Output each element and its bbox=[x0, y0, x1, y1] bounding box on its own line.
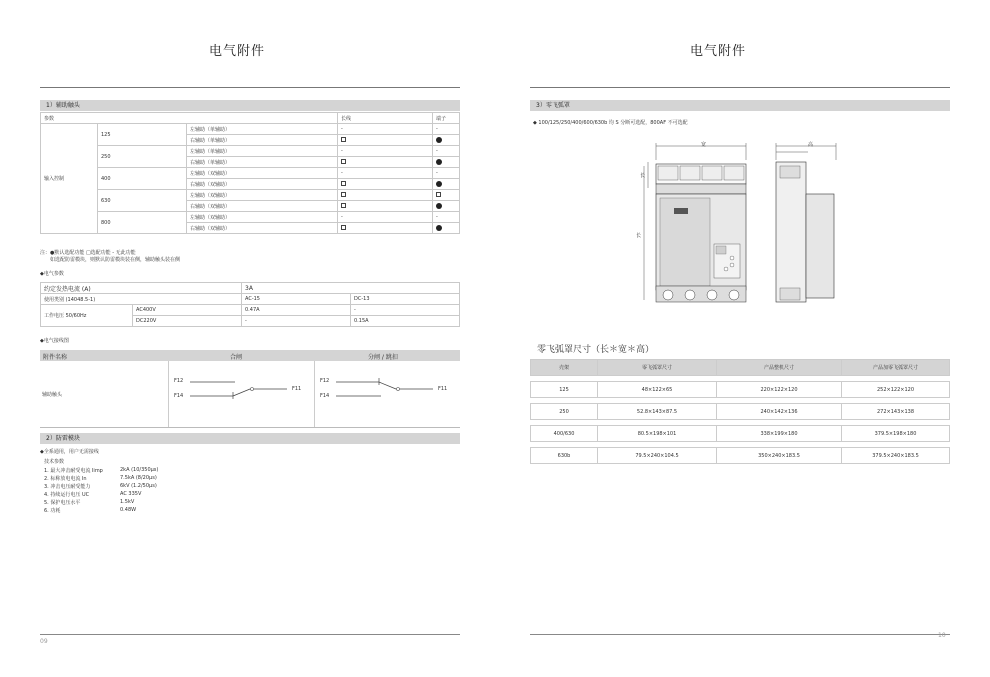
tech-param-key: 3. 冲击电压耐受能力 bbox=[44, 484, 91, 490]
tech-param-value: 0.48W bbox=[120, 507, 137, 513]
aux-size: 250 bbox=[98, 146, 187, 168]
aux-long-cell: - bbox=[337, 168, 432, 179]
aux-header-term: 端子 bbox=[432, 113, 459, 124]
arc-cell: 125 bbox=[531, 382, 598, 398]
aux-note-lightning: 如选配防雷模块，则默认防雷模块装在侧，辅助触头装在侧 bbox=[50, 257, 181, 263]
optional-box-icon bbox=[341, 137, 346, 142]
aux-item: 左辅助（双辅助） bbox=[187, 190, 338, 201]
arc-cell: 240×142×136 bbox=[717, 404, 842, 420]
utilization-dc: DC-13 bbox=[351, 294, 460, 305]
aux-long-cell: - bbox=[337, 124, 432, 135]
aux-term-cell bbox=[432, 179, 459, 190]
tech-param-key: 1. 最大冲击耐受电流 Iimp bbox=[44, 468, 103, 474]
aux-term-cell bbox=[432, 190, 459, 201]
rated-current-label: 约定发热电流 (A) bbox=[41, 283, 242, 294]
arc-cell: 379.5×240×183.5 bbox=[842, 448, 950, 464]
aux-item: 右辅助（单辅助） bbox=[187, 135, 338, 146]
dim-height-label: 高 bbox=[808, 142, 814, 148]
aux-item: 右辅助（双辅助） bbox=[187, 179, 338, 190]
aux-long-cell: - bbox=[337, 146, 432, 157]
tech-param-value: 2kA (10/350μs) bbox=[120, 467, 159, 473]
left-page-number: 09 bbox=[40, 638, 48, 645]
aux-item: 左辅助（双辅助） bbox=[187, 212, 338, 223]
left-page-title: 电气附件 bbox=[209, 44, 266, 59]
wiring-header bbox=[40, 350, 460, 361]
left-header-rule bbox=[40, 87, 460, 88]
elec-param-heading: ◆电气参数 bbox=[40, 271, 64, 277]
aux-row bbox=[41, 146, 460, 157]
voltage-ac400-dc: - bbox=[351, 305, 460, 316]
tech-param-value: 7.5kA (8/20μs) bbox=[120, 475, 157, 481]
breaker-side-drawing bbox=[772, 138, 842, 310]
aux-contact-table bbox=[40, 112, 460, 234]
optional-box-icon bbox=[436, 192, 441, 197]
arc-cell: 272×143×138 bbox=[842, 404, 950, 420]
tech-param-value: AC 335V bbox=[120, 491, 142, 497]
arc-cover-bullet: ◆ 100/125/250/400/600/630b 均 S 分断可选配，800AF 不可选配 bbox=[533, 120, 688, 126]
wiring-divider-2 bbox=[314, 361, 315, 427]
aux-row bbox=[41, 168, 460, 179]
section-arc-cover: 3）零飞弧罩 bbox=[530, 100, 950, 111]
arc-cell: 48×122×65 bbox=[598, 382, 717, 398]
optional-box-icon bbox=[341, 192, 346, 197]
arc-cell: 79.5×240×104.5 bbox=[598, 448, 717, 464]
arc-row bbox=[531, 426, 950, 442]
close-f14-label: F14 bbox=[174, 393, 184, 399]
default-dot-icon bbox=[436, 159, 442, 165]
wiring-heading: ◆电气接线图 bbox=[40, 338, 69, 344]
utilization-ac: AC-15 bbox=[242, 294, 351, 305]
dim-length-label: 长 bbox=[636, 233, 642, 239]
tech-param-value: 1.5kV bbox=[120, 499, 135, 505]
wiring-col-open: 分闸 / 跳扣 bbox=[368, 354, 398, 361]
aux-long-cell bbox=[337, 157, 432, 168]
dim-short-label: 长 bbox=[640, 173, 646, 179]
aux-size: 400 bbox=[98, 168, 187, 190]
arc-cell: 250 bbox=[531, 404, 598, 420]
tech-param-title: 技术参数 bbox=[44, 459, 65, 465]
arc-row bbox=[531, 448, 950, 464]
tech-param-key: 2. 标称放电电流 In bbox=[44, 476, 87, 482]
default-dot-icon bbox=[436, 137, 442, 143]
rated-current-value: 3A bbox=[242, 283, 460, 294]
open-f11-label: F11 bbox=[438, 386, 448, 392]
arc-row bbox=[531, 382, 950, 398]
right-page-number: 10 bbox=[938, 632, 946, 639]
tech-param-key: 5. 保护电压水平 bbox=[44, 500, 81, 506]
voltage-ac400: AC400V bbox=[133, 305, 242, 316]
aux-note-legend: 注：●默认选配功能 □选配功能 - 无此功能 bbox=[40, 250, 136, 256]
aux-term-cell: - bbox=[432, 212, 459, 223]
tech-param-key: 6. 功耗 bbox=[44, 508, 61, 514]
aux-long-cell bbox=[337, 201, 432, 212]
open-f14-label: F14 bbox=[320, 393, 330, 399]
aux-term-cell: - bbox=[432, 168, 459, 179]
arc-cell: 220×122×120 bbox=[717, 382, 842, 398]
open-f12-label: F12 bbox=[320, 378, 330, 384]
wiring-row-name: 辅助触头 bbox=[42, 392, 63, 398]
aux-row bbox=[41, 124, 460, 135]
tech-param-value: 6kV (1.2/50μs) bbox=[120, 483, 157, 489]
optional-box-icon bbox=[341, 225, 346, 230]
aux-term-cell bbox=[432, 223, 459, 234]
aux-row bbox=[41, 190, 460, 201]
arc-cell: 379.5×198×180 bbox=[842, 426, 950, 442]
open-contact-diagram bbox=[331, 373, 441, 403]
aux-item: 右辅助（双辅助） bbox=[187, 223, 338, 234]
voltage-label: 工作电压 50/60Hz bbox=[41, 305, 133, 327]
right-page-title: 电气附件 bbox=[690, 44, 747, 59]
aux-size: 800 bbox=[98, 212, 187, 234]
arc-cell: 400/630 bbox=[531, 426, 598, 442]
arc-header-total-size: 产品加零飞弧罩尺寸 bbox=[842, 360, 950, 376]
close-f11-label: F11 bbox=[292, 386, 302, 392]
utilization-label: 使用类别 (14048.5-1) bbox=[41, 294, 242, 305]
default-dot-icon bbox=[436, 225, 442, 231]
arc-cell: 338×199×180 bbox=[717, 426, 842, 442]
aux-long-cell bbox=[337, 190, 432, 201]
arc-cell: 252×122×120 bbox=[842, 382, 950, 398]
arc-cell: 630b bbox=[531, 448, 598, 464]
arc-header-cover-size: 零飞弧罩尺寸 bbox=[598, 360, 717, 376]
default-dot-icon bbox=[436, 203, 442, 209]
aux-item: 右辅助（双辅助） bbox=[187, 201, 338, 212]
aux-long-cell bbox=[337, 179, 432, 190]
aux-long-cell bbox=[337, 135, 432, 146]
aux-size: 630 bbox=[98, 190, 187, 212]
arc-table-title: 零飞弧罩尺寸（长＊宽＊高） bbox=[537, 345, 655, 355]
aux-item: 左辅助（单辅助） bbox=[187, 124, 338, 135]
aux-term-cell bbox=[432, 201, 459, 212]
default-dot-icon bbox=[436, 181, 442, 187]
close-contact-diagram bbox=[185, 373, 295, 403]
right-header-rule bbox=[530, 87, 950, 88]
aux-row bbox=[41, 212, 460, 223]
aux-group-label: 输入控制 bbox=[41, 124, 98, 234]
wiring-row bbox=[40, 361, 460, 428]
arc-row bbox=[531, 404, 950, 420]
arc-cover-table bbox=[530, 359, 950, 464]
voltage-dc220: DC220V bbox=[133, 316, 242, 327]
voltage-dc220-ac: - bbox=[242, 316, 351, 327]
arc-cell: 350×240×183.5 bbox=[717, 448, 842, 464]
optional-box-icon bbox=[341, 203, 346, 208]
breaker-front-drawing bbox=[636, 138, 766, 310]
aux-header-param: 参数 bbox=[41, 113, 338, 124]
tech-param-key: 4. 持续运行电压 UC bbox=[44, 492, 90, 498]
optional-box-icon bbox=[341, 159, 346, 164]
aux-header-long: 长线 bbox=[337, 113, 432, 124]
left-footer-rule bbox=[40, 634, 460, 635]
surge-bullet: ◆全系通用，用户无需接线 bbox=[40, 449, 99, 455]
section-aux-contact: 1）辅助触头 bbox=[40, 100, 460, 111]
arc-header-product-size: 产品整机尺寸 bbox=[717, 360, 842, 376]
aux-size: 125 bbox=[98, 124, 187, 146]
aux-term-cell: - bbox=[432, 146, 459, 157]
aux-item: 左辅助（双辅助） bbox=[187, 168, 338, 179]
arc-cell: 80.5×198×101 bbox=[598, 426, 717, 442]
dim-width-label: 宽 bbox=[701, 142, 707, 148]
arc-header-frame: 壳架 bbox=[531, 360, 598, 376]
wiring-col-close: 合闸 bbox=[230, 354, 243, 361]
voltage-dc220-dc: 0.15A bbox=[351, 316, 460, 327]
aux-item: 右辅助（单辅助） bbox=[187, 157, 338, 168]
aux-long-cell: - bbox=[337, 212, 432, 223]
aux-term-cell: - bbox=[432, 124, 459, 135]
right-footer-rule bbox=[530, 634, 950, 635]
section-surge-module: 2）防雷模块 bbox=[40, 433, 460, 444]
arc-cell: 52.8×143×87.5 bbox=[598, 404, 717, 420]
aux-term-cell bbox=[432, 157, 459, 168]
elec-param-table bbox=[40, 282, 460, 327]
close-f12-label: F12 bbox=[174, 378, 184, 384]
optional-box-icon bbox=[341, 181, 346, 186]
wiring-divider-1 bbox=[168, 361, 169, 427]
wiring-col-name: 附件名称 bbox=[43, 354, 68, 361]
voltage-ac400-ac: 0.47A bbox=[242, 305, 351, 316]
aux-item: 左辅助（单辅助） bbox=[187, 146, 338, 157]
aux-long-cell bbox=[337, 223, 432, 234]
aux-term-cell bbox=[432, 135, 459, 146]
